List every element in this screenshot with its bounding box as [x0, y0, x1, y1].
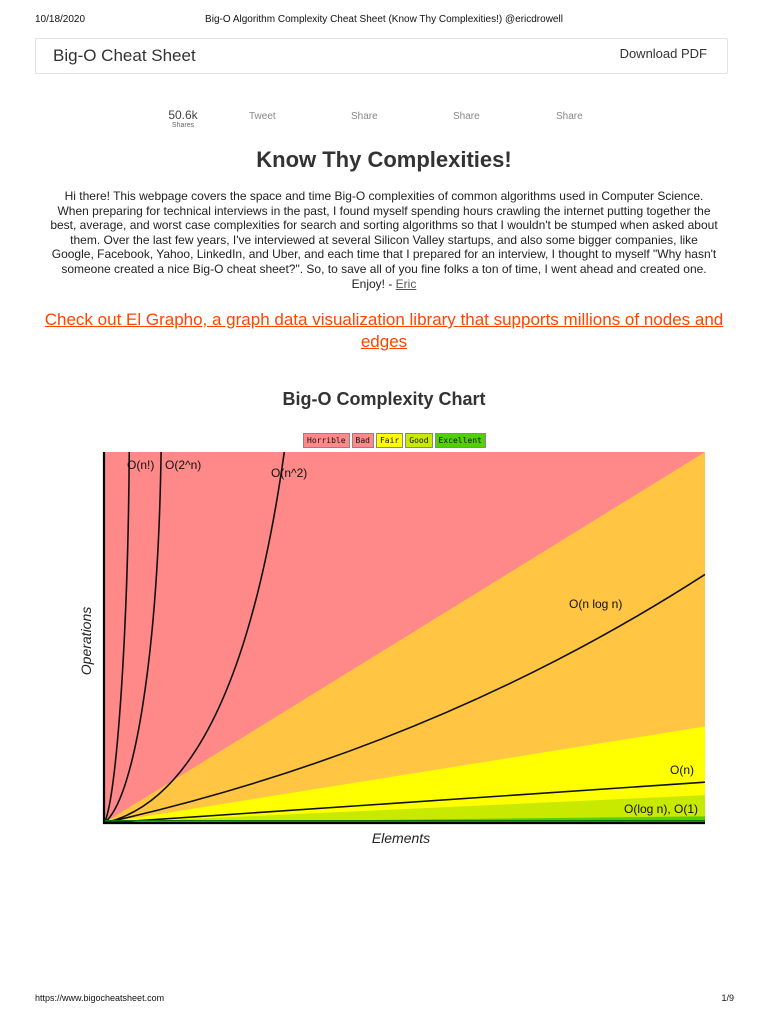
label-quadratic: O(n^2) — [271, 466, 308, 480]
x-axis-title: Elements — [371, 830, 431, 846]
label-factorial: O(n!) — [127, 458, 155, 472]
print-doc-title: Big-O Algorithm Complexity Cheat Sheet (Know Thy Complexities!) @ericdrowell — [205, 14, 563, 25]
share-count-number: 50.6k — [168, 108, 198, 122]
legend-excellent: Excellent — [435, 433, 486, 448]
share-bar — [0, 108, 768, 134]
share-button-other[interactable]: Share — [556, 111, 583, 122]
share-count-label: Shares — [171, 122, 195, 129]
page-title: Know Thy Complexities! — [256, 147, 512, 172]
legend-bad: Bad — [352, 433, 374, 448]
label-log-constant: O(log n), O(1) — [624, 802, 699, 816]
print-date: 10/18/2020 — [35, 14, 86, 25]
legend-horrible: Horrible — [303, 433, 350, 448]
share-button-linkedin[interactable]: Share — [453, 111, 480, 122]
y-axis-title: Operations — [78, 606, 94, 676]
label-nlogn: O(n log n) — [569, 597, 623, 611]
share-count — [163, 108, 203, 130]
intro-paragraph — [50, 189, 718, 291]
chart-legend — [303, 430, 488, 444]
legend-fair: Fair — [376, 433, 403, 448]
complexity-chart-svg — [70, 450, 720, 850]
navbar — [35, 38, 728, 74]
download-pdf-link[interactable]: Download PDF — [619, 46, 707, 61]
label-linear: O(n) — [670, 763, 694, 777]
share-button-facebook[interactable]: Share — [351, 111, 378, 122]
print-page-number: 1/9 — [721, 993, 734, 1003]
author-link[interactable]: Eric — [395, 276, 417, 291]
el-grapho-promo-link[interactable]: Check out El Grapho, a graph data visualization library that supports millions of nodes and edges — [44, 310, 724, 351]
label-exponential: O(2^n) — [165, 458, 202, 472]
legend-good: Good — [405, 433, 432, 448]
chart-title: Big-O Complexity Chart — [282, 389, 486, 409]
intro-text: Hi there! This webpage covers the space and time Big-O complexities of common algorithms used in Computer Science. When preparing for technical interviews in the past, I found myself spending hours crawling the internet putting together the best, average, and worst case complexities for search and sorting algorithms so that I wouldn't be stumped when asked about them. Over the last few years, I've interviewed at several Silicon Valley startups, and also some bigger companies, like Google, Facebook, Yahoo, LinkedIn, and Uber, and each time that I prepared for an interview, I thought to myself "Why hasn't someone created a nice Big-O cheat sheet?". So, to save all of you fine folks a ton of time, I went ahead and created one. Enjoy! - — [50, 189, 718, 291]
site-brand[interactable]: Big-O Cheat Sheet — [53, 46, 196, 65]
print-url: https://www.bigocheatsheet.com — [35, 993, 165, 1003]
complexity-chart — [70, 450, 720, 850]
tweet-button[interactable]: Tweet — [249, 111, 276, 122]
print-header — [0, 14, 768, 28]
